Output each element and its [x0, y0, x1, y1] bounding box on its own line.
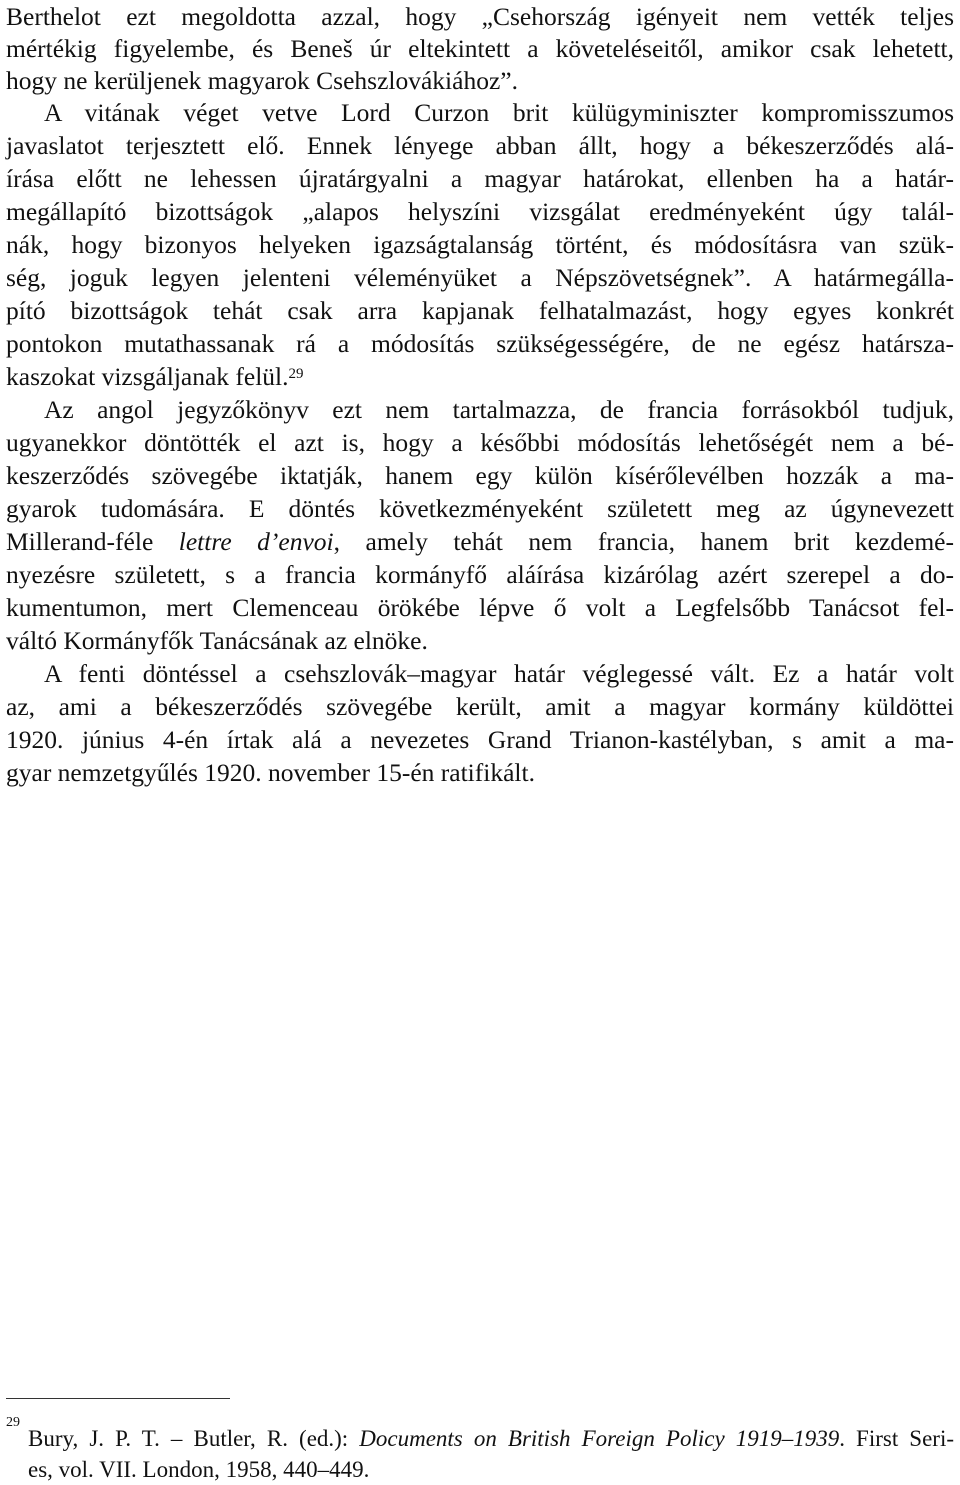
text-line: Az angol jegyzőkönyv ezt nem tartalmazza, de francia forrásokból tudjuk, — [44, 395, 954, 424]
text-line: írása előtt ne lehessen újratárgyalni a magyar határokat, ellenben ha a határ- — [6, 164, 954, 193]
text-line: pító bizottságok tehát csak arra kapjanak felhatalmazást, hogy egyes konkrét — [6, 296, 954, 325]
text-line: mértékig figyelembe, és Beneš úr eltekintett a követeléseitől, amikor csak lehetett, — [6, 34, 954, 63]
text-line: javaslatot terjesztett elő. Ennek lényege abban állt, hogy a békeszerződés alá- — [6, 131, 954, 160]
text-line: pontokon mutathassanak rá a módosítás szükségességére, de ne egész határsza- — [6, 329, 954, 358]
text-segment: Millerand-féle — [6, 527, 179, 556]
footnote-text: Bury, J. P. T. – Butler, R. (ed.): — [28, 1426, 360, 1451]
text-line: nák, hogy bizonyos helyeken igazságtalanság történt, és módosításra van szük- — [6, 230, 954, 259]
text-line: megállapító bizottságok „alapos helyszíni vizsgálat eredményeként úgy talál- — [6, 197, 954, 226]
text-line: A vitának véget vetve Lord Curzon brit külügyminiszter kompromisszumos — [44, 98, 954, 127]
text-line: A fenti döntéssel a csehszlovák–magyar határ véglegessé vált. Ez a határ volt — [44, 659, 954, 688]
footnote-title: Documents on British Foreign Policy 1919–1939 — [359, 1426, 840, 1451]
text-line: ugyanekkor döntötték el azt is, hogy a későbbi módosítás lehetőségét nem a bé- — [6, 428, 954, 457]
text-line: az, ami a békeszerződés szövegébe került, amit a magyar kormány küldöttei — [6, 692, 954, 721]
text-line — [6, 525, 954, 559]
text-line: gyarok tudomására. E döntés következményeként született meg az úgynevezett — [6, 494, 954, 523]
text-line: nyezésre született, s a francia kormányfő aláírása kizárólag azért szerepel a do- — [6, 560, 954, 589]
text-line-content: kaszokat vizsgáljanak felül. — [6, 362, 289, 391]
italic-phrase: lettre d’envoi — [178, 527, 334, 556]
document-page — [6, 0, 954, 1481]
footnote-line: es, vol. VII. London, 1958, 440–449. — [28, 1457, 370, 1482]
text-line: gyar nemzetgyűlés 1920. november 15-én ratifikált. — [6, 758, 535, 787]
text-line: kumentumon, mert Clemenceau örökébe lépve ő volt a Legfelsőbb Tanácsot fel- — [6, 593, 954, 622]
text-line: keszerződés szövegébe iktatják, hanem egy külön kísérőlevélben hozzák a ma- — [6, 461, 954, 490]
text-line: ség, joguk legyen jelenteni véleményüket a Népszövetségnek”. A határmegálla- — [6, 263, 954, 292]
footnote-line — [28, 1424, 954, 1454]
footnote-text: . First Seri- — [839, 1426, 955, 1451]
footnote-reference[interactable]: 29 — [288, 366, 304, 382]
text-line — [6, 360, 954, 394]
text-line: hogy ne kerüljenek magyarok Csehszlovákiához”. — [6, 66, 518, 95]
footnote-separator — [6, 1398, 230, 1399]
text-line: váltó Kormányfők Tanácsának az elnöke. — [6, 626, 428, 655]
text-line: Berthelot ezt megoldotta azzal, hogy „Csehország igényeit nem vették teljes — [6, 2, 954, 31]
text-segment: , amely tehát nem francia, hanem brit kezdemé- — [333, 527, 954, 556]
text-line: 1920. június 4-én írtak alá a nevezetes Grand Trianon-kastélyban, s amit a ma- — [6, 725, 954, 754]
footnote-mark: 29 — [6, 1415, 20, 1430]
